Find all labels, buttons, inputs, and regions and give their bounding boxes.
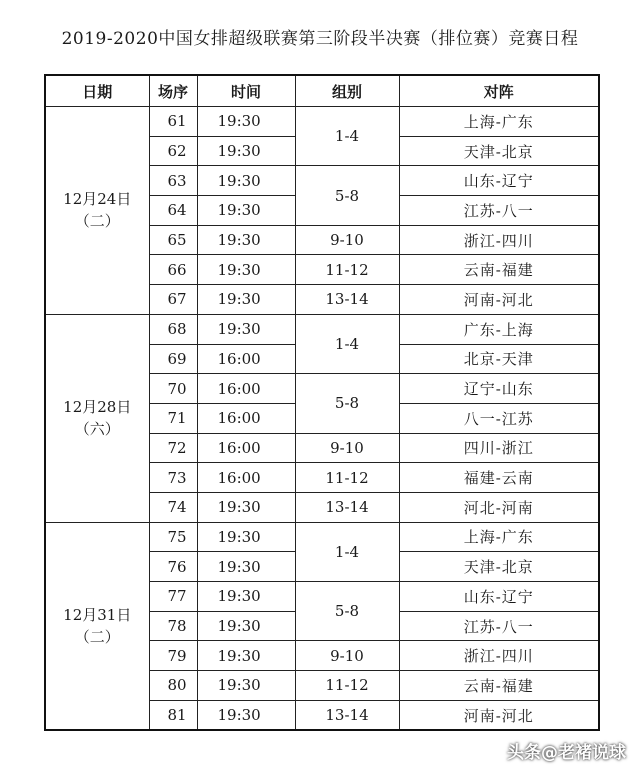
matchup: 河南-河北	[399, 285, 599, 315]
game-time: 19:30	[197, 611, 295, 641]
watermark: 头条@老褚说球	[507, 743, 626, 763]
group-label: 1-4	[295, 107, 399, 166]
game-time: 16:00	[197, 374, 295, 404]
page-title: 2019-2020中国女排超级联赛第三阶段半决赛（排位赛）竞赛日程	[61, 29, 579, 49]
game-no: 71	[149, 403, 197, 433]
matchup: 天津-北京	[399, 136, 599, 166]
group-label: 1-4	[295, 522, 399, 581]
game-no: 81	[149, 700, 197, 730]
game-no: 62	[149, 136, 197, 166]
matchup: 浙江-四川	[399, 225, 599, 255]
game-no: 77	[149, 582, 197, 612]
game-no: 65	[149, 225, 197, 255]
matchup: 广东-上海	[399, 314, 599, 344]
game-no: 70	[149, 374, 197, 404]
weekday-text: （二）	[74, 212, 120, 231]
game-no: 74	[149, 492, 197, 522]
group-label: 5-8	[295, 374, 399, 433]
matchup: 上海-广东	[399, 107, 599, 137]
game-time: 19:30	[197, 196, 295, 226]
game-no: 64	[149, 196, 197, 226]
game-time: 19:30	[197, 285, 295, 315]
group-label: 5-8	[295, 582, 399, 641]
group-label: 9-10	[295, 225, 399, 255]
table-row	[45, 314, 599, 344]
game-time: 19:30	[197, 136, 295, 166]
matchup: 天津-北京	[399, 552, 599, 582]
group-label: 5-8	[295, 166, 399, 225]
group-label: 13-14	[295, 285, 399, 315]
game-no: 79	[149, 641, 197, 671]
schedule-table	[44, 74, 600, 731]
header-row	[45, 75, 599, 107]
matchup: 山东-辽宁	[399, 166, 599, 196]
game-no: 80	[149, 671, 197, 701]
game-no: 69	[149, 344, 197, 374]
matchup: 浙江-四川	[399, 641, 599, 671]
game-time: 16:00	[197, 433, 295, 463]
matchup: 四川-浙江	[399, 433, 599, 463]
game-time: 16:00	[197, 344, 295, 374]
game-time: 19:30	[197, 166, 295, 196]
matchup: 北京-天津	[399, 344, 599, 374]
matchup: 辽宁-山东	[399, 374, 599, 404]
weekday-text: （二）	[74, 628, 120, 647]
group-label: 11-12	[295, 463, 399, 493]
group-label: 11-12	[295, 255, 399, 285]
game-time: 19:30	[197, 641, 295, 671]
game-time: 16:00	[197, 463, 295, 493]
game-time: 19:30	[197, 255, 295, 285]
matchup: 江苏-八一	[399, 196, 599, 226]
game-time: 19:30	[197, 314, 295, 344]
header-date: 日期	[45, 75, 149, 107]
matchup: 福建-云南	[399, 463, 599, 493]
matchup: 江苏-八一	[399, 611, 599, 641]
matchup: 河南-河北	[399, 700, 599, 730]
game-no: 61	[149, 107, 197, 137]
game-time: 19:30	[197, 700, 295, 730]
date-text: 12月31日	[63, 606, 132, 625]
game-time: 16:00	[197, 403, 295, 433]
date-text: 12月24日	[63, 190, 132, 209]
matchup: 山东-辽宁	[399, 582, 599, 612]
matchup: 河北-河南	[399, 492, 599, 522]
matchup: 八一-江苏	[399, 403, 599, 433]
game-no: 68	[149, 314, 197, 344]
game-time: 19:30	[197, 107, 295, 137]
weekday-text: （六）	[74, 420, 120, 439]
schedule-body	[45, 107, 599, 731]
game-time: 19:30	[197, 552, 295, 582]
game-time: 19:30	[197, 522, 295, 552]
game-no: 75	[149, 522, 197, 552]
group-label: 13-14	[295, 700, 399, 730]
group-label: 9-10	[295, 641, 399, 671]
group-label: 9-10	[295, 433, 399, 463]
matchup: 云南-福建	[399, 255, 599, 285]
game-no: 73	[149, 463, 197, 493]
game-no: 76	[149, 552, 197, 582]
header-no: 场序	[149, 75, 197, 107]
game-no: 66	[149, 255, 197, 285]
date-text: 12月28日	[63, 398, 132, 417]
group-label: 13-14	[295, 492, 399, 522]
matchup: 云南-福建	[399, 671, 599, 701]
group-label: 1-4	[295, 314, 399, 373]
date-cell	[45, 314, 149, 522]
game-no: 67	[149, 285, 197, 315]
game-time: 19:30	[197, 671, 295, 701]
header-group: 组别	[295, 75, 399, 107]
game-time: 19:30	[197, 582, 295, 612]
game-time: 19:30	[197, 225, 295, 255]
header-time: 时间	[197, 75, 295, 107]
header-match: 对阵	[399, 75, 599, 107]
date-cell	[45, 522, 149, 730]
game-time: 19:30	[197, 492, 295, 522]
table-row	[45, 522, 599, 552]
game-no: 63	[149, 166, 197, 196]
game-no: 78	[149, 611, 197, 641]
group-label: 11-12	[295, 671, 399, 701]
matchup: 上海-广东	[399, 522, 599, 552]
table-row	[45, 107, 599, 137]
date-cell	[45, 107, 149, 315]
game-no: 72	[149, 433, 197, 463]
